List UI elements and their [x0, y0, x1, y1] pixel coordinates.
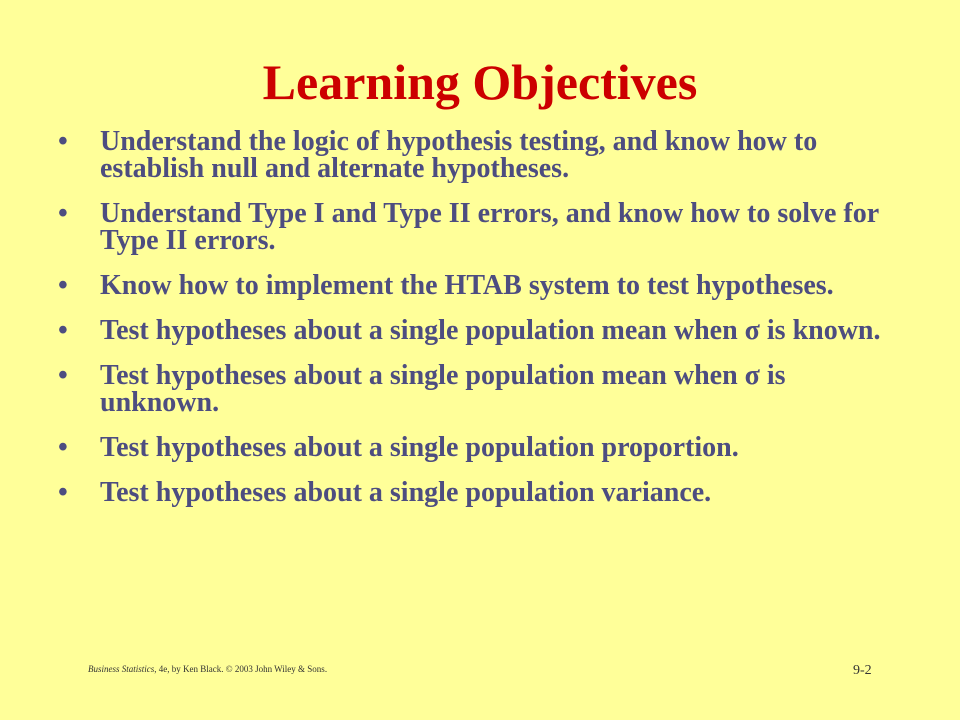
bullet-icon: •	[58, 315, 68, 346]
objective-text: Understand Type I and Type II errors, and know how to solve for Type II errors.	[100, 198, 879, 256]
bullet-icon: •	[58, 198, 68, 229]
slide-title: Learning Objectives	[262, 54, 698, 110]
objective-text: Understand the logic of hypothesis testing, and know how to establish null and alternate hypotheses.	[100, 126, 818, 184]
objective-item	[58, 434, 898, 461]
bullet-icon: •	[58, 477, 68, 508]
slide-number: 9-2	[853, 663, 872, 678]
objective-text: Test hypotheses about a single population mean when σ is known.	[100, 315, 881, 346]
objective-item	[58, 362, 898, 416]
footer-book-title: Business Statistics	[88, 664, 155, 674]
bullet-icon: •	[58, 126, 68, 157]
footer-publisher: , 4e, by Ken Black. © 2003 John Wiley & Sons.	[154, 664, 328, 674]
bullet-icon: •	[58, 432, 68, 463]
objective-text: Test hypotheses about a single population proportion.	[100, 432, 739, 463]
bullet-icon: •	[58, 270, 68, 301]
objectives-list	[58, 128, 898, 524]
objective-item	[58, 128, 898, 182]
bullet-icon: •	[58, 360, 68, 391]
objective-item	[58, 479, 898, 506]
objective-text: Test hypotheses about a single population mean when σ is unknown.	[100, 360, 786, 418]
objective-text: Know how to implement the HTAB system to test hypotheses.	[100, 270, 834, 301]
objective-item	[58, 317, 898, 344]
objective-item	[58, 200, 898, 254]
objective-text: Test hypotheses about a single population variance.	[100, 477, 712, 508]
objective-item	[58, 272, 898, 299]
footer-credit	[88, 664, 327, 674]
